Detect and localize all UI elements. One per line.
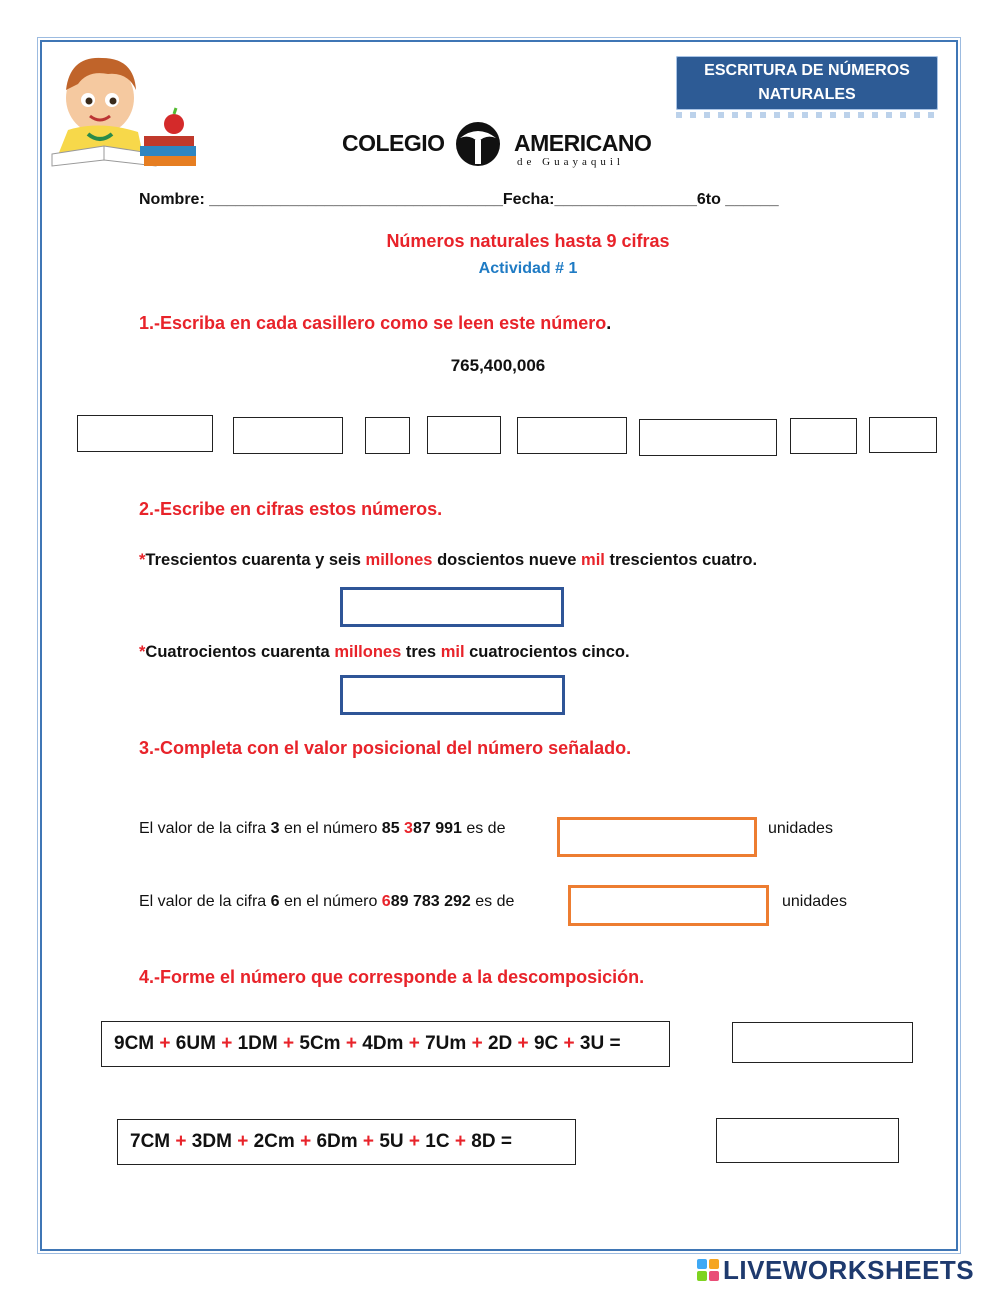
eq2-plus: + <box>300 1131 312 1152</box>
q1-answer-box-4[interactable] <box>427 416 501 454</box>
eq1-plus: + <box>345 1033 357 1054</box>
q1-answer-box-7[interactable] <box>790 418 857 454</box>
q2-item1-part3: trescientos cuatro. <box>604 551 758 569</box>
main-title: Números naturales hasta 9 cifras <box>386 231 670 251</box>
q1-answer-box-8[interactable] <box>869 417 937 453</box>
q2-item1-millones: millones <box>365 551 433 569</box>
logo-subtitle: de Guayaquil <box>517 156 624 168</box>
q2-item1-part1: Trescientos cuarenta y seis <box>145 551 366 569</box>
q2-item1-mil: mil <box>581 551 605 569</box>
q3-row1 <box>139 820 505 838</box>
q1-prompt <box>139 313 611 334</box>
q2-item2-mil: mil <box>440 643 465 661</box>
eq1-term-8: 9C <box>533 1033 559 1054</box>
q1-answer-box-6[interactable] <box>639 419 777 456</box>
eq1-plus: + <box>517 1033 529 1054</box>
q2-answer-box-2[interactable] <box>340 675 565 715</box>
activity-title: Actividad # 1 <box>478 260 578 277</box>
badge-decoration <box>676 112 938 118</box>
q2-item2 <box>139 643 630 662</box>
q2-item1-star: * <box>139 551 146 569</box>
q2-item2-part1: Cuatrocientos cuarenta <box>145 643 335 661</box>
fecha-label: Fecha: <box>502 191 555 208</box>
logo-emblem-icon <box>446 120 510 168</box>
title-badge <box>676 56 938 110</box>
grade-blank[interactable]: ______ <box>725 191 779 208</box>
q3-row2-num-highlight: 6 <box>381 893 391 910</box>
q3-row1-mid: en el número <box>279 820 382 837</box>
q4-answer-box-2[interactable] <box>716 1118 899 1163</box>
logo-text-colegio: COLEGIO <box>342 130 445 156</box>
q3-prompt: 3.-Completa con el valor posicional del número señalado. <box>139 738 632 758</box>
q2-answer-box-1[interactable] <box>340 587 564 627</box>
eq1-term-2: 6UM <box>175 1033 216 1054</box>
q3-row1-unit: unidades <box>768 820 833 837</box>
q2-item2-part2: tres <box>401 643 441 661</box>
q4-equation-2 <box>117 1119 576 1165</box>
q3-row1-pre: El valor de la cifra <box>139 820 271 837</box>
eq2-term-4: 6Dm <box>316 1131 358 1152</box>
q1-answer-box-5[interactable] <box>517 417 627 454</box>
eq1-plus: + <box>221 1033 233 1054</box>
logo-text-americano: AMERICANO <box>514 130 652 156</box>
eq1-term-3: 1DM <box>237 1033 278 1054</box>
eq2-term-6: 1C <box>425 1131 450 1152</box>
q1-prompt-text: 1.-Escriba en cada casillero como se leen este número <box>139 313 607 333</box>
q3-row2-digit: 6 <box>270 893 280 910</box>
q1-answer-box-3[interactable] <box>365 417 410 454</box>
eq1-term-7: 2D <box>487 1033 513 1054</box>
q2-item2-star: * <box>139 643 146 661</box>
q4-equation-1 <box>101 1021 670 1067</box>
q3-row2-post: es de <box>470 893 515 910</box>
q3-row1-digit: 3 <box>270 820 280 837</box>
eq2-plus: + <box>362 1131 375 1152</box>
q1-answer-box-1[interactable] <box>77 415 213 452</box>
q3-answer-box-1[interactable] <box>557 817 757 857</box>
eq1-term-9: 3U = <box>579 1033 621 1054</box>
eq2-term-7: 8D = <box>471 1131 512 1152</box>
eq2-term-2: 3DM <box>191 1131 232 1152</box>
title-badge-line1: ESCRITURA DE NÚMEROS <box>704 62 910 79</box>
eq1-term-6: 7Um <box>425 1033 467 1054</box>
fecha-blank[interactable]: ________________ <box>554 191 697 208</box>
q1-answer-box-2[interactable] <box>233 417 343 454</box>
nombre-blank[interactable]: _________________________________ <box>209 191 503 208</box>
q3-row1-num-highlight: 3 <box>404 820 413 837</box>
q3-row2-pre: El valor de la cifra <box>139 893 271 910</box>
eq2-plus: + <box>175 1131 187 1152</box>
eq2-plus: + <box>408 1131 420 1152</box>
q3-row1-post: es de <box>461 820 506 837</box>
q3-row1-num-a: 85 <box>381 820 405 837</box>
eq2-plus: + <box>237 1131 249 1152</box>
grade-label: 6to <box>696 191 721 208</box>
q2-item2-part3: cuatrocientos cinco. <box>464 643 630 661</box>
q1-number: 765,400,006 <box>450 356 546 375</box>
q2-prompt: 2.-Escribe en cifras estos números. <box>139 499 443 519</box>
liveworksheets-text: LIVEWORKSHEETS <box>723 1254 975 1285</box>
eq2-term-1: 7CM <box>130 1131 171 1152</box>
q3-answer-box-2[interactable] <box>568 885 769 926</box>
eq1-term-4: 5Cm <box>299 1033 341 1054</box>
q4-prompt: 4.-Forme el número que corresponde a la descomposición. <box>139 967 645 987</box>
eq1-plus: + <box>563 1033 575 1054</box>
q3-row2 <box>139 893 514 911</box>
q3-row1-num-b: 87 991 <box>412 820 462 837</box>
title-badge-line2: NATURALES <box>758 86 856 103</box>
q2-item2-millones: millones <box>334 643 402 661</box>
q3-row2-unit: unidades <box>782 893 847 910</box>
q2-item1 <box>139 551 757 570</box>
info-line <box>139 191 779 209</box>
eq1-term-1: 9CM <box>114 1033 155 1054</box>
eq2-term-3: 2Cm <box>253 1131 295 1152</box>
q3-row2-num-b: 89 783 292 <box>390 893 471 910</box>
q4-answer-box-1[interactable] <box>732 1022 913 1063</box>
liveworksheets-logo[interactable] <box>697 1255 974 1285</box>
q1-prompt-period: . <box>606 313 612 333</box>
nombre-label: Nombre: <box>139 191 205 208</box>
q3-row2-mid: en el número <box>279 893 382 910</box>
eq1-plus: + <box>159 1033 171 1054</box>
eq2-plus: + <box>454 1131 466 1152</box>
school-logo <box>342 118 662 170</box>
eq2-term-5: 5U <box>379 1131 404 1152</box>
eq1-term-5: 4Dm <box>362 1033 404 1054</box>
eq1-plus: + <box>471 1033 483 1054</box>
boy-reading-illustration <box>48 50 203 172</box>
liveworksheets-icon <box>697 1259 719 1281</box>
eq1-plus: + <box>283 1033 295 1054</box>
eq1-plus: + <box>408 1033 420 1054</box>
q2-item1-part2: doscientos nueve <box>432 551 582 569</box>
